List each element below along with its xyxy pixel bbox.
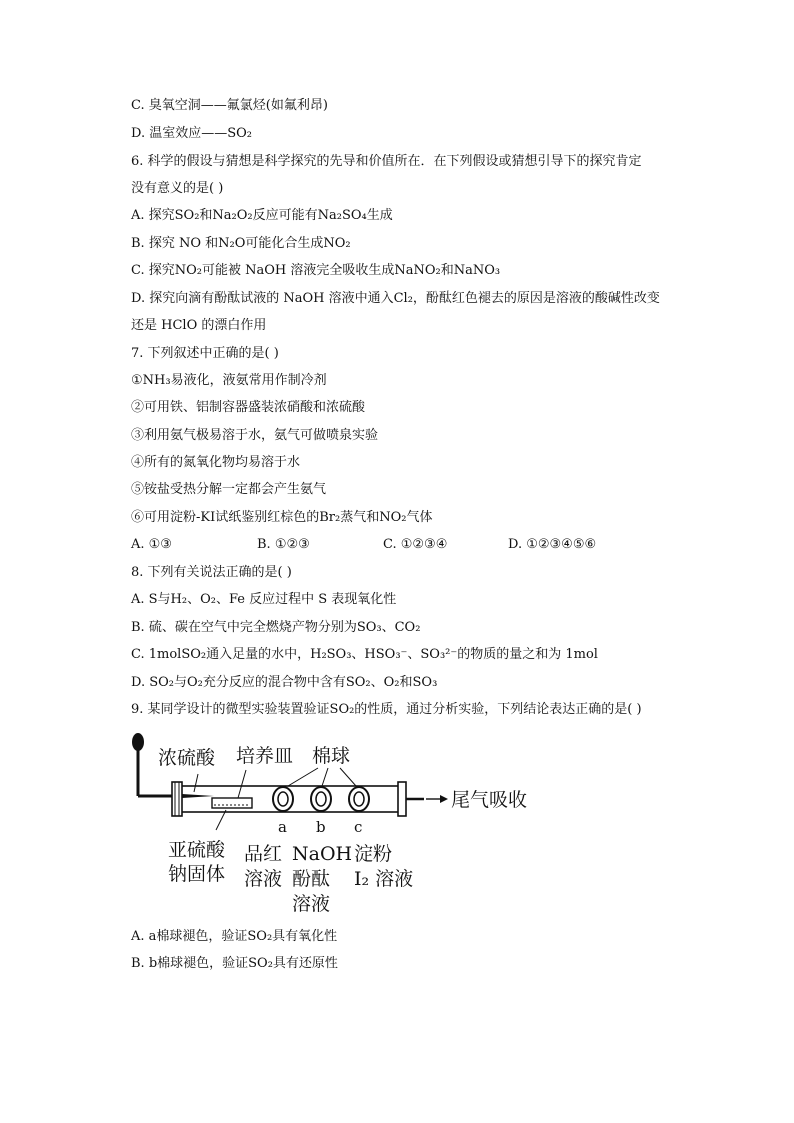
q5-option-c: C. 臭氧空洞——氟氯烃(如氟利昂) [131,98,328,113]
q7-statement-1: ①NH₃易液化，液氨常用作制冷剂 [131,373,327,388]
ball-b-reagent-line-3: 溶液 [292,893,331,915]
experiment-apparatus-figure [128,732,548,922]
cotton-label: 棉球 [312,745,351,767]
q7-stem: 7. 下列叙述中正确的是( ) [131,346,279,361]
acid-label: 浓硫酸 [158,747,216,769]
q8-option-d: D. SO₂与O₂充分反应的混合物中含有SO₂、O₂和SO₃ [131,675,438,690]
q8-option-a: A. S与H₂、O₂、Fe 反应过程中 S 表现氧化性 [131,592,397,607]
dish-label: 培养皿 [236,745,294,767]
q9-stem: 9. 某同学设计的微型实验装置验证SO₂的性质，通过分析实验，下列结论表达正确的是( ) [131,702,642,717]
q8-option-b: B. 硫、碳在空气中完全燃烧产物分别为SO₃、CO₂ [131,620,421,635]
ball-c-reagent-line-2: I₂ 溶液 [354,868,414,890]
dropper-bulb [132,733,144,751]
q6-option-a: A. 探究SO₂和Na₂O₂反应可能有Na₂SO₄生成 [131,208,393,223]
ball-b-reagent-line-1: NaOH [292,843,353,865]
q6-option-d-line-1: D. 探究向滴有酚酞试液的 NaOH 溶液中通入Cl₂，酚酞红色褪去的原因是溶液的酸碱性改变 [131,291,660,306]
left-stopper [172,782,182,816]
q5-option-d: D. 温室效应——SO₂ [131,126,252,141]
ball-a-reagent-line-1: 品红 [244,843,283,865]
q7-option-a: A. ①③ [131,537,172,552]
apparatus-diagram [128,732,548,922]
ball-b-reagent-line-2: 酚酞 [292,868,331,890]
q8-option-c: C. 1molSO₂通入足量的水中，H₂SO₃、HSO₃⁻、SO₃²⁻的物质的量之和为 1mol [131,647,598,662]
q7-statement-4: ④所有的氮氧化物均易溶于水 [131,455,301,470]
exhaust-label: 尾气吸收 [451,789,528,811]
q6-option-d-line-2: 还是 HClO 的漂白作用 [131,318,267,333]
ball-a-label: a [278,818,287,836]
cotton-ball-a [273,787,293,811]
q9-option-b: B. b棉球褪色，验证SO₂具有还原性 [131,956,338,971]
q7-option-b: B. ①②③ [257,537,310,552]
ball-c-label: c [354,818,363,836]
exhaust-arrow [440,795,448,803]
q7-option-d: D. ①②③④⑤⑥ [508,537,597,552]
q6-option-b: B. 探究 NO 和N₂O可能化合生成NO₂ [131,236,351,251]
cotton-ball-c [349,787,369,811]
q6-stem-line-2: 没有意义的是( ) [131,181,224,196]
ball-b-label: b [316,818,326,836]
ball-c-reagent-line-1: 淀粉 [354,843,393,865]
petri-dish [212,798,252,808]
solid-label-line-2: 钠固体 [168,863,226,885]
right-stopper [398,782,406,816]
q7-statement-6: ⑥可用淀粉-KI试纸鉴别红棕色的Br₂蒸气和NO₂气体 [131,510,433,525]
q6-option-c: C. 探究NO₂可能被 NaOH 溶液完全吸收生成NaNO₂和NaNO₃ [131,263,501,278]
q7-option-c: C. ①②③④ [383,537,448,552]
cotton-ball-b [311,787,331,811]
q9-option-a: A. a棉球褪色，验证SO₂具有氧化性 [131,929,338,944]
q7-statement-5: ⑤铵盐受热分解一定都会产生氨气 [131,482,327,497]
q7-statement-3: ③利用氨气极易溶于水，氨气可做喷泉实验 [131,428,379,443]
q7-statement-2: ②可用铁、铝制容器盛装浓硝酸和浓硫酸 [131,400,366,415]
q8-stem: 8. 下列有关说法正确的是( ) [131,565,292,580]
ball-a-reagent-line-2: 溶液 [244,868,283,890]
solid-label-line-1: 亚硫酸 [168,839,226,861]
q6-stem-line-1: 6. 科学的假设与猜想是科学探究的先导和价值所在．在下列假设或猜想引导下的探究肯定 [131,154,642,169]
